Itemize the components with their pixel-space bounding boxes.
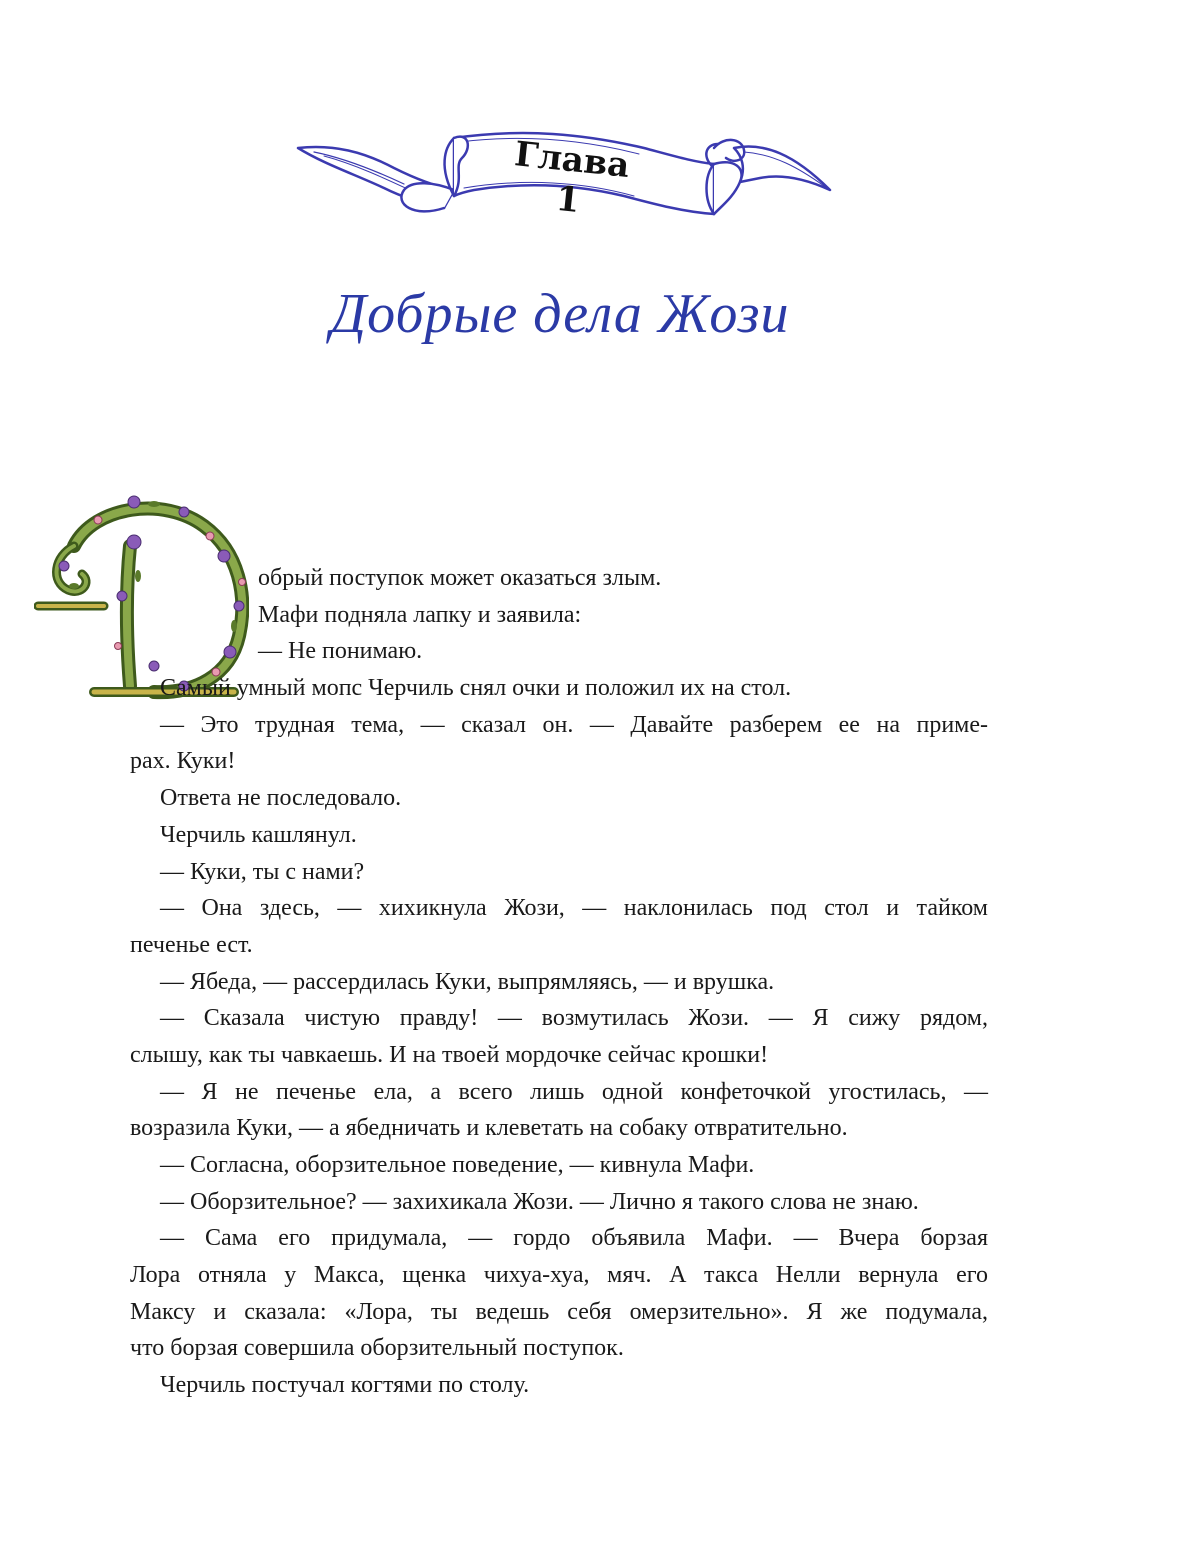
text-line: обрый поступок может оказаться злым. — [258, 565, 662, 591]
text-line: возразила Куки, — а ябедничать и клеветать на собаку отвратительно. — [130, 1115, 848, 1142]
text-line: Черчиль постучал когтями по столу. — [160, 1372, 530, 1399]
text-line: — Не понимаю. — [258, 638, 423, 665]
text-line: — Ябеда, — рассердилась Куки, выпрямляясь, — и врушка. — [160, 968, 775, 995]
text-line: Черчиль кашлянул. — [160, 821, 357, 848]
text-line: — Сама его придумала, — гордо объявила Мафи. — Вчера борзая — [160, 1225, 988, 1252]
text-line: слышу, как ты чавкаешь. И на твоей мордочке сейчас крошки! — [130, 1041, 769, 1068]
text-line: — Она здесь, — хихикнула Жози, — наклонилась под стол и тайком — [160, 895, 988, 922]
text-line: Мафи подняла лапку и заявила: — [258, 601, 582, 628]
text-line: — Согласна, оборзительное поведение, — кивнула Мафи. — [160, 1152, 755, 1178]
chapter-label: Глава 1 — [512, 134, 632, 222]
chapter-title: Добрые дела Жози — [330, 283, 790, 345]
text-line: Максу и сказала: «Лора, ты ведешь себя омерзительно». Я же подумала, — [130, 1298, 988, 1325]
text-line: — Сказала чистую правду! — возмутилась Жози. — Я сижу рядом, — [160, 1005, 988, 1032]
text-line: — Я не печенье ела, а всего лишь одной конфеточкой угостилась, — — [160, 1078, 988, 1105]
text-line: — Оборзительное? — захихикала Жози. — Лично я такого слова не знаю. — [160, 1188, 919, 1215]
text-line: печенье ест. — [130, 931, 253, 958]
text-line: рах. Куки! — [130, 748, 236, 775]
text-line: — Куки, ты с нами? — [160, 858, 365, 885]
text-line: Ответа не последовало. — [160, 785, 402, 812]
text-line: Самый умный мопс Черчиль снял очки и положил их на стол. — [160, 675, 792, 702]
text-line: что борзая совершила оборзительный поступок. — [130, 1335, 624, 1362]
text-line: — Это трудная тема, — сказал он. — Давайте разберем ее на приме- — [160, 711, 988, 738]
chapter-body-text — [130, 560, 988, 1404]
text-line: Лора отняла у Макса, щенка чихуа-хуа, мяч. А такса Нелли вернула его — [130, 1262, 988, 1289]
